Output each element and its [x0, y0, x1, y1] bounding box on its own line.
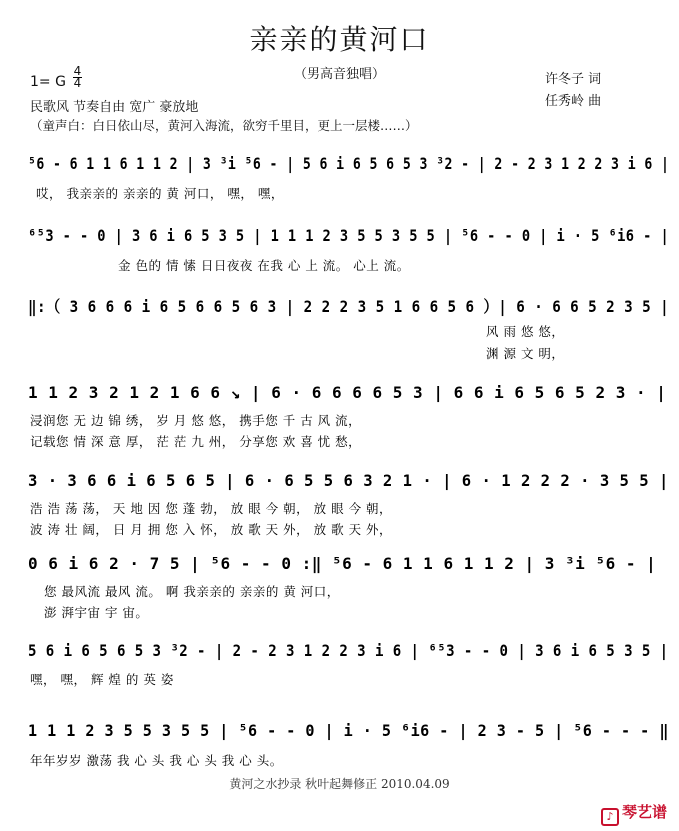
system-2-lyrics: 金 色的 情 愫 日日夜夜 在我 心 上 流。 心上 流。: [118, 258, 410, 273]
system-3-lyrics-verse-1: 风 雨 悠 悠，: [486, 324, 565, 339]
system-6-lyrics-verse-2: 澎 湃宇宙 宇 宙。: [44, 605, 149, 620]
system-8-notes: 1 1 1 2 3 5 5 3 5 5 | ⁵6 - - 0 | i · 5 ⁶i6 - | 2 3 - 5 | ⁵6 - - - ‖: [28, 721, 669, 740]
system-4-notes: 1 1 2 3 2 1 2 1 6 6 ↘ | 6 · 6 6 6 6 5 3 | 6 6 i 6 5 6 5 2 3 · |: [28, 383, 667, 402]
system-1-lyrics: 哎， 我亲亲的 亲亲的 黄 河口， 嘿， 嘿，: [36, 186, 284, 201]
watermark-logo-icon: ♪: [601, 808, 619, 826]
time-sig-top: 4: [73, 64, 82, 78]
time-signature: [73, 66, 82, 89]
system-5-notes: 3 · 3 6 6 i 6 5 6 5 | 6 · 6 5 5 6 3 2 1 · | 6 · 1 2 2 2 · 3 5 5 |: [28, 471, 669, 490]
system-7-notes: 5 6 i 6 5 6 5 3 ³2 - | 2 - 2 3 1 2 2 3 i 6 | ⁶⁵3 - - 0 | 3 6 i 6 5 3 5 |: [28, 641, 669, 660]
system-8-lyrics: 年年岁岁 激荡 我 心 头 我 心 头 我 心 头。: [30, 753, 283, 768]
system-4-lyrics-verse-1: 浸润您 无 边 锦 绣， 岁 月 悠 悠， 携手您 千 古 风 流，: [30, 413, 362, 428]
site-watermark: [601, 801, 667, 826]
system-4-lyrics-verse-2: 记载您 情 深 意 厚， 茫 茫 九 州， 分享您 欢 喜 忧 愁，: [30, 434, 362, 449]
system-6-lyrics-verse-1: 您 最风流 最风 流。 啊 我亲亲的 亲亲的 黄 河口，: [44, 584, 340, 599]
system-6-notes: 0 6 i 6 2 · 7 5 | ⁵6 - - 0 :‖ ⁵6 - 6 1 1 6 1 1 2 | 3 ³i ⁵6 - |: [28, 554, 657, 573]
time-sig-bottom: 4: [73, 76, 82, 90]
lyricist-credit: 许冬子 词: [545, 72, 602, 87]
system-5-lyrics-verse-1: 浩 浩 荡 荡， 天 地 因 您 蓬 勃， 放 眼 今 朝， 放 眼 今 朝，: [30, 501, 393, 516]
system-2-notes: ⁶⁵3 - - 0 | 3 6 i 6 5 3 5 | 1 1 1 2 3 5 5 3 5 5 | ⁵6 - - 0 | i · 5 ⁶i6 - |: [28, 226, 670, 245]
system-3-notes: ‖:（ 3 6 6 6 i 6 5 6 6 5 6 3 | 2 2 2 3 5 1 6 6 5 6 ）| 6 · 6 6 5 2 3 5 |: [28, 297, 670, 316]
system-7-lyrics: 嘿， 嘿， 辉 煌 的 英 姿: [30, 672, 174, 687]
intro-narration: （童声白：白日依山尽，黄河入海流，欲穷千里目，更上一层楼……）: [30, 118, 418, 133]
key-signature: 1= G: [30, 74, 66, 90]
system-1-notes: ⁵6 - 6 1 1 6 1 1 2 | 3 ³i ⁵6 - | 5 6 i 6 5 6 5 3 ³2 - | 2 - 2 3 1 2 2 3 i 6 |: [28, 154, 670, 173]
song-subtitle: （男高音独唱）: [293, 67, 385, 82]
song-title: 亲亲的黄河口: [249, 23, 430, 56]
performance-style: 民歌风 节奏自由 宽广 豪放地: [30, 100, 199, 115]
watermark-text: 琴艺谱: [621, 803, 667, 821]
composer-credit: 任秀岭 曲: [545, 94, 602, 109]
transcription-footer: 黄河之水抄录 秋叶起舞修正 2010.04.09: [229, 777, 450, 791]
system-5-lyrics-verse-2: 波 涛 壮 阔， 日 月 拥 您 入 怀， 放 歌 天 外， 放 歌 天 外，: [30, 522, 393, 537]
system-3-lyrics-verse-2: 渊 源 文 明，: [486, 346, 565, 361]
